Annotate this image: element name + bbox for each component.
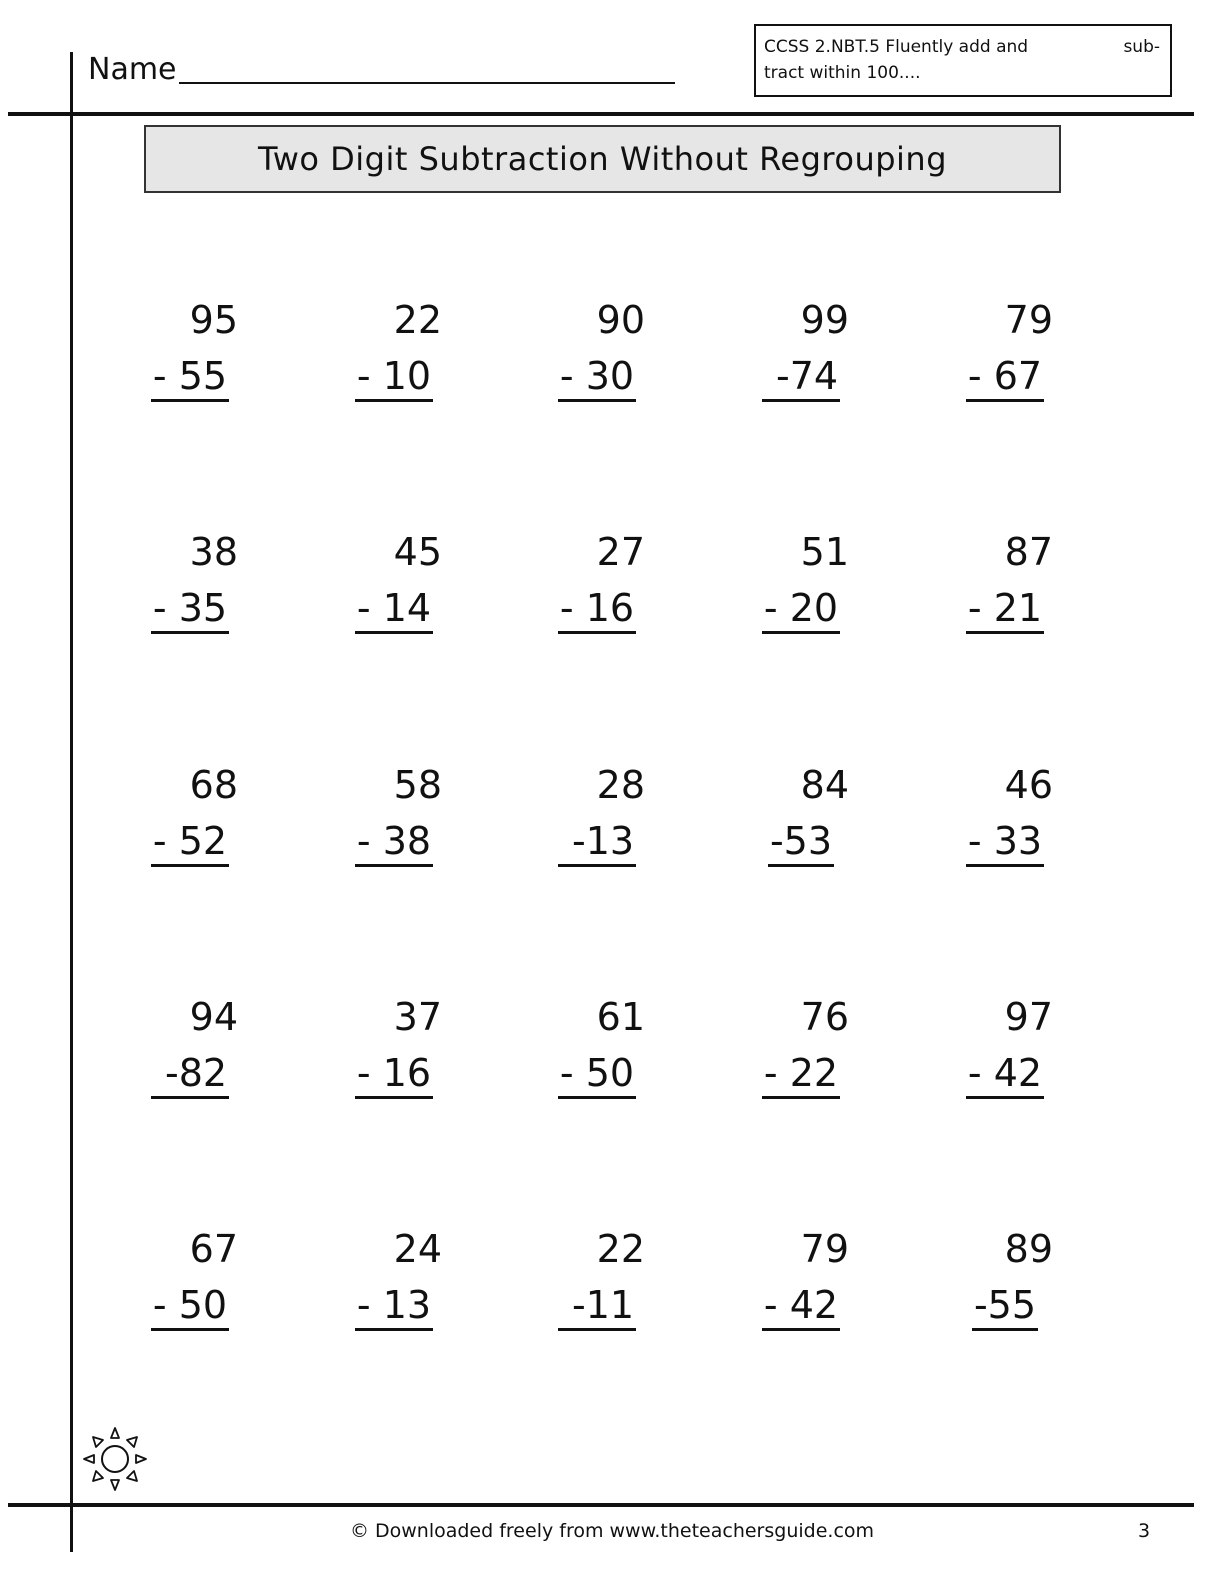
subtrahend: - 30 (558, 353, 636, 402)
minuend: 89 (1004, 1227, 1053, 1271)
subtraction-problem (334, 524, 454, 636)
subtrahend-row (945, 348, 1065, 404)
subtraction-problem (130, 757, 250, 869)
subtrahend-row (945, 813, 1065, 869)
subtrahend: - 22 (762, 1050, 840, 1099)
minuend: 22 (393, 298, 442, 342)
worksheet-title: Two Digit Subtraction Without Regrouping (257, 140, 948, 178)
subtraction-problem (945, 989, 1065, 1101)
subtrahend-row (537, 348, 657, 404)
subtraction-problem (130, 1221, 250, 1333)
subtrahend: - 16 (355, 1050, 433, 1099)
subtrahend-row (130, 1045, 250, 1101)
minuend: 58 (393, 763, 442, 807)
subtrahend: -55 (972, 1282, 1038, 1331)
subtrahend: -74 (762, 353, 840, 402)
minuend: 28 (596, 763, 645, 807)
minuend: 38 (189, 530, 238, 574)
subtrahend-row (741, 1277, 861, 1333)
minuend: 90 (596, 298, 645, 342)
subtrahend: -11 (558, 1282, 636, 1331)
minuend: 27 (596, 530, 645, 574)
standard-text-1: CCSS 2.NBT.5 Fluently add and (764, 37, 1029, 57)
subtrahend-row (334, 1277, 454, 1333)
subtrahend: - 50 (151, 1282, 229, 1331)
subtrahend: - 16 (558, 585, 636, 634)
minuend: 79 (800, 1227, 849, 1271)
subtraction-problem (334, 1221, 454, 1333)
subtrahend-row (537, 580, 657, 636)
subtraction-problem (945, 1221, 1065, 1333)
minuend: 61 (596, 995, 645, 1039)
minuend: 94 (189, 995, 238, 1039)
subtrahend-row (334, 813, 454, 869)
subtrahend-row (741, 1045, 861, 1101)
footer-credit: © Downloaded freely from www.theteachersguide.com (349, 1520, 875, 1542)
standard-hyphen: sub- (1123, 37, 1160, 57)
subtrahend-row (130, 580, 250, 636)
sun-icon (80, 1424, 150, 1494)
minuend: 67 (189, 1227, 238, 1271)
minuend: 22 (596, 1227, 645, 1271)
minuend: 45 (393, 530, 442, 574)
subtraction-problem (741, 292, 861, 404)
subtrahend: -82 (151, 1050, 229, 1099)
subtraction-problem (130, 989, 250, 1101)
subtrahend: -53 (768, 818, 834, 867)
subtraction-problem (334, 989, 454, 1101)
subtrahend-row (945, 1277, 1065, 1333)
minuend: 37 (393, 995, 442, 1039)
subtrahend: - 50 (558, 1050, 636, 1099)
subtraction-problem (945, 524, 1065, 636)
subtraction-problem (741, 1221, 861, 1333)
subtraction-problem (741, 989, 861, 1101)
minuend: 51 (800, 530, 849, 574)
subtrahend-row (537, 813, 657, 869)
subtrahend: - 42 (762, 1282, 840, 1331)
subtrahend: - 14 (355, 585, 433, 634)
minuend: 97 (1004, 995, 1053, 1039)
subtraction-problem (741, 757, 861, 869)
subtraction-problem (537, 292, 657, 404)
subtrahend: - 38 (355, 818, 433, 867)
subtrahend: - 10 (355, 353, 433, 402)
minuend: 46 (1004, 763, 1053, 807)
subtraction-problem (130, 292, 250, 404)
subtrahend-row (537, 1277, 657, 1333)
subtraction-problem (537, 524, 657, 636)
subtraction-problem (945, 757, 1065, 869)
minuend: 87 (1004, 530, 1053, 574)
subtraction-problem (537, 1221, 657, 1333)
minuend: 76 (800, 995, 849, 1039)
subtrahend-row (741, 348, 861, 404)
subtrahend: - 42 (966, 1050, 1044, 1099)
subtrahend-row (741, 580, 861, 636)
subtraction-problem (334, 292, 454, 404)
subtrahend-row (334, 348, 454, 404)
subtrahend-row (130, 348, 250, 404)
minuend: 79 (1004, 298, 1053, 342)
subtrahend-row (945, 580, 1065, 636)
subtrahend: - 52 (151, 818, 229, 867)
minuend: 68 (189, 763, 238, 807)
subtraction-problem (537, 757, 657, 869)
subtraction-problem (741, 524, 861, 636)
minuend: 84 (800, 763, 849, 807)
subtrahend-row (334, 580, 454, 636)
name-label: Name (88, 52, 177, 87)
subtrahend: - 55 (151, 353, 229, 402)
subtrahend-row (945, 1045, 1065, 1101)
subtrahend: - 21 (966, 585, 1044, 634)
subtrahend: - 33 (966, 818, 1044, 867)
subtrahend-row (741, 813, 861, 869)
page-number: 3 (1138, 1520, 1151, 1542)
minuend: 24 (393, 1227, 442, 1271)
subtrahend: - 67 (966, 353, 1044, 402)
subtraction-problem (537, 989, 657, 1101)
subtraction-problem (334, 757, 454, 869)
subtraction-problem (945, 292, 1065, 404)
subtrahend: - 13 (355, 1282, 433, 1331)
standard-text-2: tract within 100.... (764, 63, 921, 83)
subtrahend: -13 (558, 818, 636, 867)
subtrahend-row (334, 1045, 454, 1101)
minuend: 99 (800, 298, 849, 342)
subtrahend-row (130, 813, 250, 869)
subtrahend-row (130, 1277, 250, 1333)
subtraction-problem (130, 524, 250, 636)
subtrahend: - 20 (762, 585, 840, 634)
subtrahend: - 35 (151, 585, 229, 634)
subtrahend-row (537, 1045, 657, 1101)
minuend: 95 (189, 298, 238, 342)
